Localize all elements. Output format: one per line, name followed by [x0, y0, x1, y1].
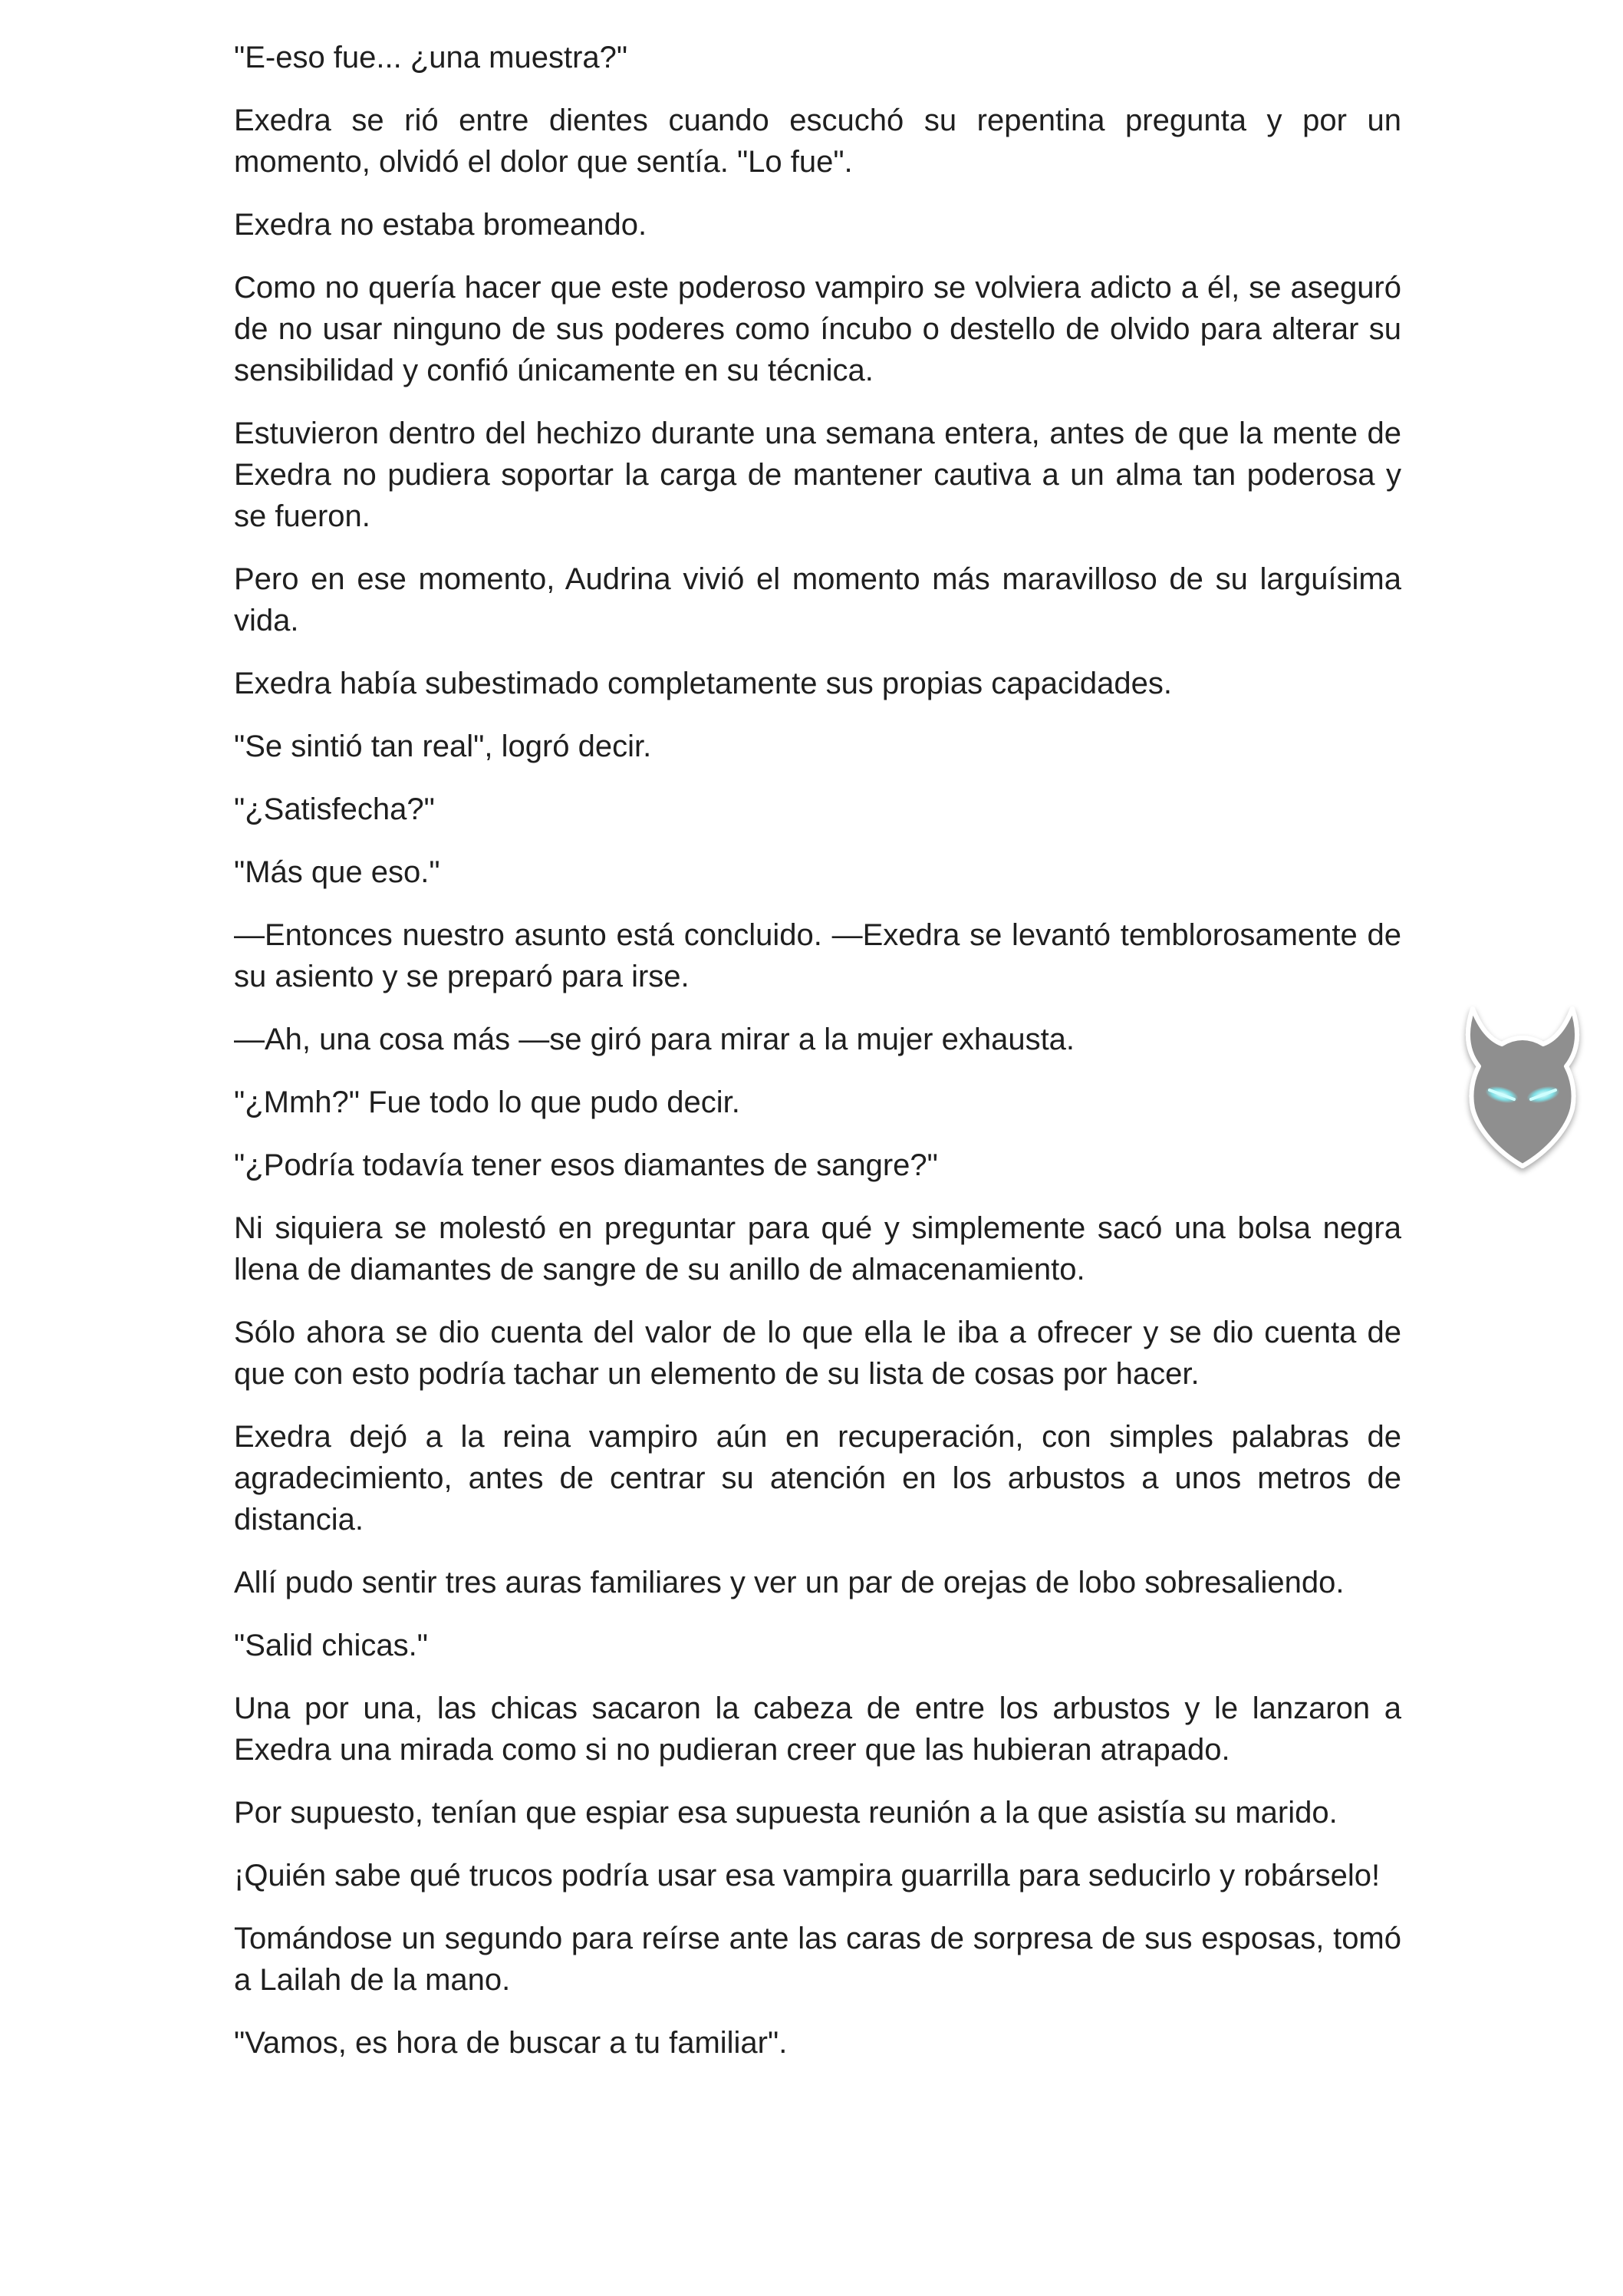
paragraph: —Entonces nuestro asunto está concluido. —Exedra se levantó temblorosamente de su asiento y se preparó para irse. [234, 918, 1401, 993]
paragraph: "¿Satisfecha?" [234, 792, 435, 826]
paragraph: Exedra se rió entre dientes cuando escuchó su repentina pregunta y por un momento, olvidó el dolor que sentía. "Lo fue". [234, 104, 1401, 179]
paragraph: "¿Mmh?" Fue todo lo que pudo decir. [234, 1085, 740, 1119]
paragraph: "Más que eso." [234, 855, 440, 889]
body-text [234, 37, 1401, 2085]
paragraph: "¿Podría todavía tener esos diamantes de sangre?" [234, 1148, 938, 1182]
paragraph: Exedra no estaba bromeando. [234, 208, 647, 242]
paragraph: Allí pudo sentir tres auras familiares y ver un par de orejas de lobo sobresaliendo. [234, 1566, 1345, 1599]
paragraph: Como no quería hacer que este poderoso vampiro se volviera adicto a él, se aseguró de no usar ninguno de sus poderes como íncubo o destello de olvido para alterar su sensibilidad y confió únicamente en su técnica. [234, 271, 1401, 387]
paragraph: "Vamos, es hora de buscar a tu familiar". [234, 2026, 788, 2060]
paragraph: Exedra dejó a la reina vampiro aún en recuperación, con simples palabras de agradecimiento, antes de centrar su atención en los arbustos a unos metros de distancia. [234, 1420, 1401, 1537]
paragraph: Por supuesto, tenían que espiar esa supuesta reunión a la que asistía su marido. [234, 1796, 1338, 1830]
paragraph: "Salid chicas." [234, 1629, 428, 1662]
paragraph: "E-eso fue... ¿una muestra?" [234, 41, 628, 74]
paragraph: Pero en ese momento, Audrina vivió el momento más maravilloso de su larguísima vida. [234, 562, 1401, 637]
paragraph: —Ah, una cosa más —se giró para mirar a la mujer exhausta. [234, 1023, 1075, 1056]
paragraph: ¡Quién sabe qué trucos podría usar esa vampira guarrilla para seducirlo y robárselo! [234, 1859, 1381, 1892]
paragraph: Exedra había subestimado completamente sus propias capacidades. [234, 667, 1172, 700]
paragraph: Tomándose un segundo para reírse ante las caras de sorpresa de sus esposas, tomó a Lailah de la mano. [234, 1922, 1401, 1997]
paragraph: Una por una, las chicas sacaron la cabeza de entre los arbustos y le lanzaron a Exedra una mirada como si no pudieran creer que las hubieran atrapado. [234, 1692, 1401, 1767]
paragraph: Ni siquiera se molestó en preguntar para qué y simplemente sacó una bolsa negra llena de diamantes de sangre de su anillo de almacenamiento. [234, 1211, 1401, 1286]
paragraph: Estuvieron dentro del hechizo durante una semana entera, antes de que la mente de Exedra no pudiera soportar la carga de mantener cautiva a un alma tan poderosa y se fueron. [234, 417, 1401, 533]
paragraph: "Se sintió tan real", logró decir. [234, 730, 652, 763]
demon-head-icon [1442, 993, 1603, 1178]
paragraph: Sólo ahora se dio cuenta del valor de lo que ella le iba a ofrecer y se dio cuenta de que con esto podría tachar un elemento de su lista de cosas por hacer. [234, 1316, 1401, 1391]
